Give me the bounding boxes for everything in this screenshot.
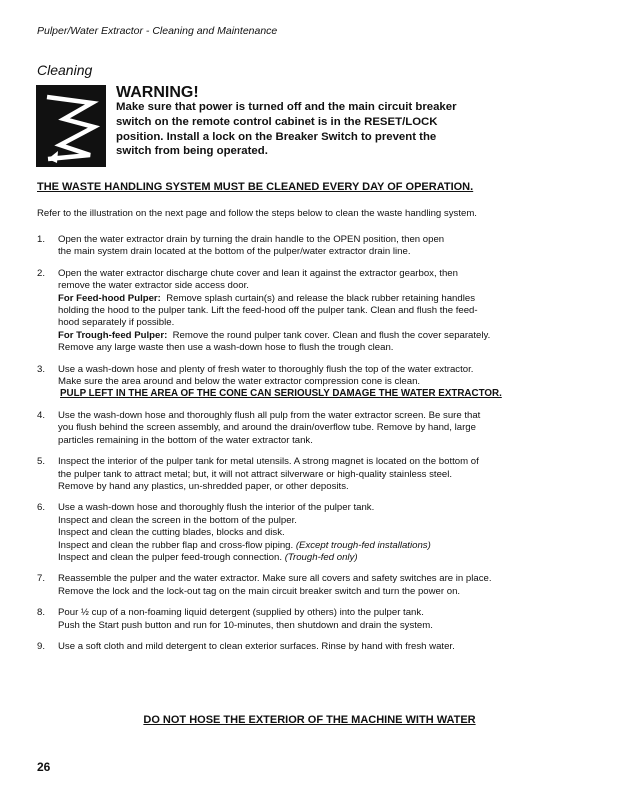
cleaning-steps [37,234,597,662]
feed-hood-line [58,293,597,305]
step-line: Use the wash-down hose and thoroughly flush all pulp from the water extractor screen. Be sure that [58,409,481,421]
warning-line: Make sure that power is turned off and the main circuit breaker [116,101,457,113]
step-number: 1. [37,234,46,245]
cone-damage-alert: PULP LEFT IN THE AREA OF THE CONE CAN SERIOUSLY DAMAGE THE WATER EXTRACTOR. [60,388,502,400]
warning-line: switch from being operated. [116,145,268,158]
step-line: Push the Start push button and run for 10-minutes, then shutdown and drain the system. [58,619,433,631]
step-number: 7. [37,573,46,585]
step-3 [37,364,597,401]
step-line: Reassemble the pulper and the water extractor. Make sure all covers and safety switches are in place. [58,573,492,585]
trough-feed-line [58,330,597,342]
step-line: you flush behind the screen assembly, and around the drain/overflow tube. Remove by hand, large [58,422,476,434]
feed-hood-text: Remove splash curtain(s) and release the black rubber retaining handles [166,292,475,304]
daily-cleaning-heading: THE WASTE HANDLING SYSTEM MUST BE CLEANED EVERY DAY OF OPERATION. [37,181,474,193]
feed-trough-note: (Trough-fed only) [284,551,358,563]
step-number: 4. [37,409,46,421]
step-9 [37,641,597,653]
step-line: Open the water extractor discharge chute cover and lean it against the extractor gearbox, then [58,267,458,279]
step-number: 5. [37,456,46,468]
step-line: Use a soft cloth and mild detergent to clean exterior surfaces. Rinse by hand with fresh water. [58,640,455,652]
warning-text [116,100,496,159]
step-4 [37,410,597,447]
step-number: 6. [37,502,46,514]
step-line: holding the hood to the pulper tank. Lift the feed-hood off the pulper tank. Clean and flush the feed- [58,305,478,317]
rubber-flap-note: (Except trough-fed installations) [295,539,431,551]
step-line: remove the water extractor side access door. [58,280,249,292]
exterior-hose-warning: DO NOT HOSE THE EXTERIOR OF THE MACHINE WITH WATER [143,714,476,726]
step-line: hood separately if possible. [58,317,175,329]
running-header: Pulper/Water Extractor - Cleaning and Maintenance [37,25,278,37]
step-line: Inspect and clean the screen in the bottom of the pulper. [58,514,297,526]
step-line: Remove by hand any plastics, un-shredded paper, or other deposits. [58,480,349,492]
step-number: 2. [37,267,46,279]
step-line: the pulper tank to attract metal; but, it will not attract silverware or high-quality stainless steel. [58,468,453,480]
step-line: Open the water extractor drain by turning the drain handle to the OPEN position, then open [58,234,445,245]
feed-trough-line [58,552,597,564]
step-line: particles remaining in the bottom of the water extractor tank. [58,434,313,446]
rubber-flap-text: Inspect and clean the rubber flap and cross-flow piping. [58,539,294,551]
step-line: Use a wash-down hose and plenty of fresh water to thoroughly flush the top of the water extractor. [58,363,474,375]
step-number: 9. [37,640,46,652]
step-7 [37,573,597,598]
step-line: Make sure the area around and below the water extractor compression cone is clean. [58,376,421,388]
step-2 [37,268,597,355]
feed-trough-text: Inspect and clean the pulper feed-trough connection. [58,551,283,563]
trough-feed-text: Remove the round pulper tank cover. Clean and flush the cover separately. [172,329,491,341]
step-1 [37,234,597,259]
step-line: Pour ½ cup of a non-foaming liquid detergent (supplied by others) into the pulper tank. [58,607,424,619]
step-line: Remove the lock and the lock-out tag on the main circuit breaker switch and turn the power on. [58,585,461,597]
step-line: the main system drain located at the bottom of the pulper/water extractor drain line. [58,246,411,258]
step-number: 8. [37,607,46,619]
step-6 [37,502,597,564]
step-number: 3. [37,363,46,375]
feed-hood-label: For Feed-hood Pulper: [58,292,161,304]
step-line: Use a wash-down hose and thoroughly flush the interior of the pulper tank. [58,502,375,514]
trough-feed-label: For Trough-feed Pulper: [58,329,168,341]
step-8 [37,607,597,632]
step-line: Inspect and clean the cutting blades, blocks and disk. [58,527,285,539]
intro-paragraph: Refer to the illustration on the next page and follow the steps below to clean the waste handling system. [37,208,477,219]
warning-line: switch on the remote control cabinet is in the RESET/LOCK [116,115,438,128]
section-title: Cleaning [37,62,93,78]
page-number: 26 [37,760,51,774]
step-5 [37,456,597,493]
rubber-flap-line [58,540,597,552]
step-line: Remove any large waste then use a wash-down hose to flush the trough clean. [58,342,394,354]
warning-title: WARNING! [116,84,199,101]
warning-line: position. Install a lock on the Breaker Switch to prevent the [116,130,437,143]
electrical-hazard-icon [36,85,106,167]
step-line: Inspect the interior of the pulper tank for metal utensils. A strong magnet is located on the bottom of [58,456,479,468]
